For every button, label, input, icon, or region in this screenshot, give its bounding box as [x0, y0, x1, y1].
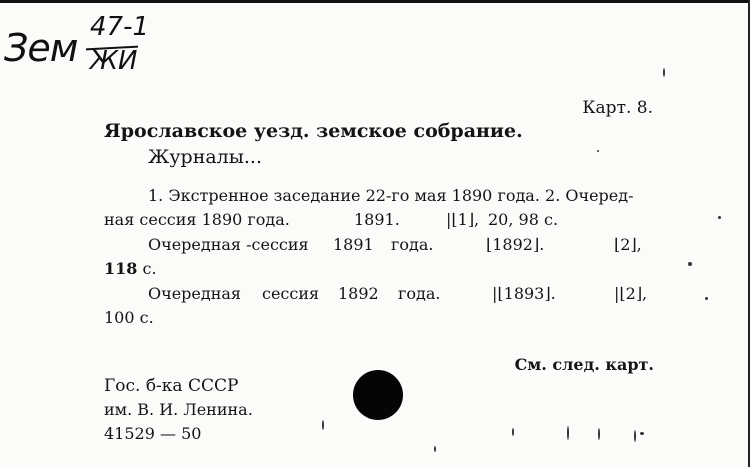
entry-line-1: 1. Экстренное заседание 22-го мая 1890 года. 2. Очеред- — [148, 186, 634, 205]
card-number: Карт. 8. — [582, 98, 653, 118]
entry-line-5f: |⌊2⌋, — [614, 284, 648, 303]
see-next-card: См. след. карт. — [514, 355, 654, 374]
entry-line-3e: ⌊2⌋, — [614, 235, 642, 254]
entry-line-3a: Очередная -сессия — [148, 235, 309, 254]
library-print-code: 41529 — 50 — [104, 424, 202, 443]
ink-speck — [434, 446, 436, 452]
entry-line-5a: Очередная — [148, 284, 242, 303]
entry-line-2b: 1891. — [354, 210, 400, 229]
ink-speck — [718, 216, 721, 219]
handwritten-prefix: Зем — [4, 26, 78, 70]
entry-line-4 — [104, 259, 157, 278]
card-heading: Ярославское уезд. земское собрание. — [104, 120, 523, 142]
entry-line-5e: |⌊1893⌋. — [492, 284, 556, 303]
ink-speck — [640, 432, 644, 435]
ink-speck — [688, 262, 692, 266]
ink-speck — [634, 430, 636, 442]
library-dedication: им. В. И. Ленина. — [104, 400, 253, 419]
entry-line-3b: 1891 — [333, 235, 374, 254]
ink-speck — [322, 420, 324, 430]
handwritten-denominator: ЖИ — [90, 46, 138, 76]
entry-line-3d: ⌊1892⌋. — [486, 235, 545, 254]
entry-line-4-unit: с. — [137, 259, 157, 278]
handwritten-numerator: 47-1 — [90, 12, 150, 42]
ink-speck — [705, 297, 708, 300]
entry-line-5d: года. — [398, 284, 441, 303]
entry-line-2a: ная сессия 1890 года. — [104, 210, 290, 229]
card-top-edge — [0, 0, 750, 3]
entry-line-2d: 20, 98 с. — [488, 210, 559, 229]
entry-line-3c: года. — [391, 235, 434, 254]
card-subheading: Журналы... — [148, 146, 262, 168]
ink-speck — [663, 68, 665, 77]
entry-line-5c: 1892 — [338, 284, 379, 303]
ink-speck — [598, 428, 600, 440]
entry-line-2c: |⌊1⌋, — [446, 210, 480, 229]
punch-hole — [353, 370, 403, 420]
entry-line-4-overstrike: 8 — [126, 259, 138, 278]
ink-speck — [567, 426, 569, 440]
entry-line-4-number: 11 — [104, 259, 127, 278]
library-name: Гос. б-ка СССР — [104, 376, 239, 396]
entry-line-5b: сессия — [262, 284, 320, 303]
ink-speck — [597, 150, 599, 152]
ink-speck — [512, 428, 514, 436]
entry-line-6: 100 с. — [104, 308, 154, 327]
